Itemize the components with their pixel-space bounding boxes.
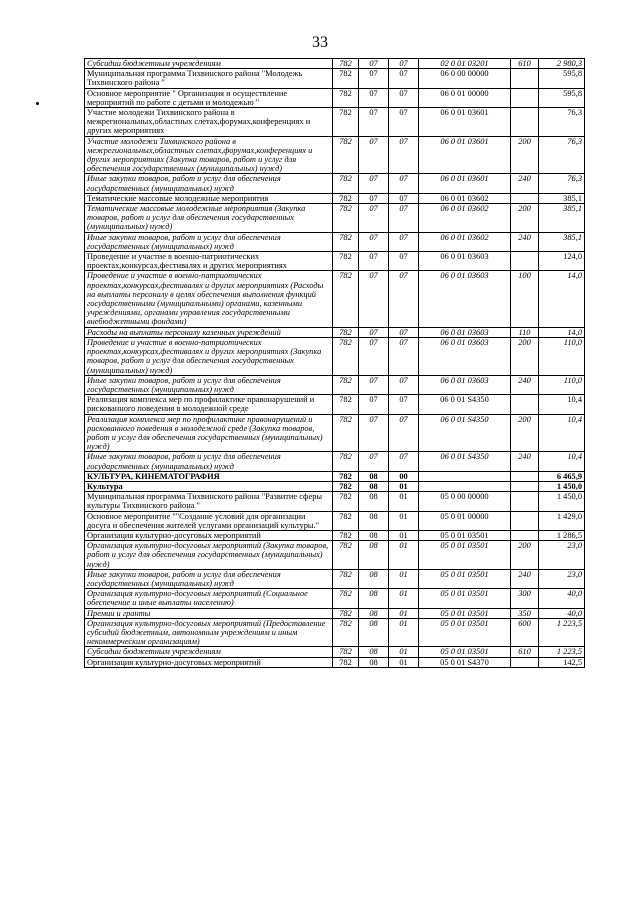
amount-cell: 23,0 bbox=[539, 569, 585, 588]
target-article-cell: 02 0 01 03201 bbox=[419, 59, 511, 69]
department-code-cell: 782 bbox=[333, 471, 359, 481]
target-article-cell: 05 0 01 03501 bbox=[419, 589, 511, 608]
expense-type-cell: 200 bbox=[511, 136, 539, 174]
subsection-code-cell: 07 bbox=[389, 59, 419, 69]
department-code-cell: 782 bbox=[333, 59, 359, 69]
table-row bbox=[85, 492, 585, 511]
amount-cell: 1 450,0 bbox=[539, 492, 585, 511]
target-article-cell: 06 0 01 03603 bbox=[419, 375, 511, 394]
department-code-cell: 782 bbox=[333, 618, 359, 647]
target-article-cell bbox=[419, 471, 511, 481]
expense-name-cell: Иные закупки товаров, работ и услуг для обеспечения государственных (муниципальных) нужд bbox=[85, 174, 333, 193]
amount-cell: 595,8 bbox=[539, 88, 585, 107]
amount-cell: 23,0 bbox=[539, 541, 585, 570]
department-code-cell: 782 bbox=[333, 452, 359, 471]
section-code-cell: 08 bbox=[359, 492, 389, 511]
amount-cell: 110,0 bbox=[539, 375, 585, 394]
target-article-cell: 06 0 01 03601 bbox=[419, 136, 511, 174]
target-article-cell: 05 0 01 03501 bbox=[419, 569, 511, 588]
expense-type-cell bbox=[511, 193, 539, 203]
expense-type-cell bbox=[511, 657, 539, 667]
target-article-cell: 06 0 01 03601 bbox=[419, 108, 511, 137]
expense-type-cell: 350 bbox=[511, 608, 539, 618]
table-row bbox=[85, 618, 585, 647]
expense-name-cell: Организация культурно-досуговых мероприятий (Предоставление субсидий бюджетным, автономным учреждениям и иным некоммерческим организациям) bbox=[85, 618, 333, 647]
expense-type-cell: 240 bbox=[511, 452, 539, 471]
department-code-cell: 782 bbox=[333, 136, 359, 174]
section-code-cell: 07 bbox=[359, 327, 389, 337]
amount-cell: 385,1 bbox=[539, 232, 585, 251]
section-code-cell: 08 bbox=[359, 471, 389, 481]
table-row bbox=[85, 193, 585, 203]
subsection-code-cell: 07 bbox=[389, 204, 419, 233]
target-article-cell: 05 0 01 03501 bbox=[419, 608, 511, 618]
target-article-cell: 05 0 00 00000 bbox=[419, 492, 511, 511]
amount-cell: 40,0 bbox=[539, 589, 585, 608]
expense-type-cell bbox=[511, 471, 539, 481]
target-article-cell: 06 0 01 03603 bbox=[419, 271, 511, 327]
expense-name-cell: Иные закупки товаров, работ и услуг для обеспечения государственных (муниципальных) нужд bbox=[85, 569, 333, 588]
amount-cell: 1 429,0 bbox=[539, 511, 585, 530]
expense-type-cell bbox=[511, 481, 539, 491]
table-row bbox=[85, 569, 585, 588]
target-article-cell: 06 0 01 03602 bbox=[419, 232, 511, 251]
amount-cell: 10,4 bbox=[539, 452, 585, 471]
department-code-cell: 782 bbox=[333, 337, 359, 375]
target-article-cell: 05 0 01 03501 bbox=[419, 618, 511, 647]
table-row bbox=[85, 88, 585, 107]
subsection-code-cell: 01 bbox=[389, 647, 419, 657]
amount-cell: 385,1 bbox=[539, 204, 585, 233]
section-code-cell: 08 bbox=[359, 589, 389, 608]
expense-type-cell bbox=[511, 252, 539, 271]
subsection-code-cell: 07 bbox=[389, 395, 419, 414]
expense-type-cell bbox=[511, 108, 539, 137]
table-row bbox=[85, 59, 585, 69]
amount-cell: 76,3 bbox=[539, 108, 585, 137]
expense-name-cell: Тематические массовые молодежные мероприятия bbox=[85, 193, 333, 203]
department-code-cell: 782 bbox=[333, 511, 359, 530]
expense-name-cell: Культура bbox=[85, 481, 333, 491]
expense-name-cell: Основное мероприятие ""Создание условий для организации досуга и обеспечения жителей услугами организаций культуры." bbox=[85, 511, 333, 530]
amount-cell: 1 450,0 bbox=[539, 481, 585, 491]
table-row bbox=[85, 414, 585, 452]
amount-cell: 385,1 bbox=[539, 193, 585, 203]
target-article-cell: 05 0 01 03501 bbox=[419, 647, 511, 657]
target-article-cell bbox=[419, 481, 511, 491]
department-code-cell: 782 bbox=[333, 569, 359, 588]
expense-name-cell: Муниципальная программа Тихвинского района "Молодежь Тихвинского района " bbox=[85, 69, 333, 88]
expense-type-cell: 240 bbox=[511, 174, 539, 193]
expense-name-cell: Участие молодежи Тихвинского района в межрегиональных,областных слетах,форумах,конференциях и других мероприятиях (Закупка товаров, работ и услуг для обеспечения государственных (муниципальных) нужд) bbox=[85, 136, 333, 174]
subsection-code-cell: 01 bbox=[389, 511, 419, 530]
department-code-cell: 782 bbox=[333, 414, 359, 452]
expense-name-cell: Реализация комплекса мер по профилактике правонарушений и рискованного поведения в молодежной среде bbox=[85, 395, 333, 414]
expense-type-cell bbox=[511, 492, 539, 511]
expense-type-cell: 240 bbox=[511, 232, 539, 251]
amount-cell: 14,0 bbox=[539, 271, 585, 327]
amount-cell: 1 286,5 bbox=[539, 530, 585, 540]
table-row bbox=[85, 452, 585, 471]
amount-cell: 76,3 bbox=[539, 174, 585, 193]
table-row bbox=[85, 375, 585, 394]
section-code-cell: 07 bbox=[359, 69, 389, 88]
department-code-cell: 782 bbox=[333, 589, 359, 608]
target-article-cell: 06 0 01 S4350 bbox=[419, 452, 511, 471]
table-row bbox=[85, 252, 585, 271]
department-code-cell: 782 bbox=[333, 541, 359, 570]
budget-table-body bbox=[85, 59, 585, 668]
section-code-cell: 07 bbox=[359, 375, 389, 394]
section-code-cell: 07 bbox=[359, 395, 389, 414]
expense-type-cell bbox=[511, 511, 539, 530]
expense-type-cell: 100 bbox=[511, 271, 539, 327]
department-code-cell: 782 bbox=[333, 232, 359, 251]
section-code-cell: 08 bbox=[359, 530, 389, 540]
expense-type-cell: 300 bbox=[511, 589, 539, 608]
target-article-cell: 06 0 01 S4350 bbox=[419, 395, 511, 414]
table-row bbox=[85, 271, 585, 327]
section-code-cell: 07 bbox=[359, 88, 389, 107]
expense-name-cell: Реализация комплекса мер по профилактике правонарушений и рискованного поведения в молодежной среде (Закупка товаров, работ и услуг для обеспечения государственных (муниципальных) нужд) bbox=[85, 414, 333, 452]
expense-name-cell: Субсидии бюджетным учреждениям bbox=[85, 647, 333, 657]
subsection-code-cell: 07 bbox=[389, 136, 419, 174]
department-code-cell: 782 bbox=[333, 252, 359, 271]
department-code-cell: 782 bbox=[333, 375, 359, 394]
subsection-code-cell: 01 bbox=[389, 618, 419, 647]
department-code-cell: 782 bbox=[333, 481, 359, 491]
expense-name-cell: Участие молодежи Тихвинского района в межрегиональных,областных слетах,форумах,конференциях и других мероприятиях bbox=[85, 108, 333, 137]
subsection-code-cell: 00 bbox=[389, 471, 419, 481]
expense-type-cell: 610 bbox=[511, 647, 539, 657]
target-article-cell: 06 0 01 03602 bbox=[419, 193, 511, 203]
expense-type-cell: 200 bbox=[511, 414, 539, 452]
amount-cell: 10,4 bbox=[539, 414, 585, 452]
department-code-cell: 782 bbox=[333, 608, 359, 618]
subsection-code-cell: 07 bbox=[389, 327, 419, 337]
expense-type-cell: 200 bbox=[511, 204, 539, 233]
table-row bbox=[85, 337, 585, 375]
target-article-cell: 05 0 01 03501 bbox=[419, 541, 511, 570]
section-code-cell: 08 bbox=[359, 608, 389, 618]
section-code-cell: 07 bbox=[359, 232, 389, 251]
subsection-code-cell: 07 bbox=[389, 337, 419, 375]
amount-cell: 1 223,5 bbox=[539, 647, 585, 657]
section-code-cell: 08 bbox=[359, 657, 389, 667]
section-code-cell: 07 bbox=[359, 252, 389, 271]
section-code-cell: 07 bbox=[359, 136, 389, 174]
subsection-code-cell: 07 bbox=[389, 174, 419, 193]
subsection-code-cell: 07 bbox=[389, 108, 419, 137]
amount-cell: 6 465,9 bbox=[539, 471, 585, 481]
section-code-cell: 07 bbox=[359, 337, 389, 375]
section-code-cell: 07 bbox=[359, 414, 389, 452]
section-code-cell: 07 bbox=[359, 271, 389, 327]
target-article-cell: 05 0 01 03501 bbox=[419, 530, 511, 540]
expense-type-cell bbox=[511, 530, 539, 540]
subsection-code-cell: 01 bbox=[389, 481, 419, 491]
table-row bbox=[85, 108, 585, 137]
subsection-code-cell: 01 bbox=[389, 608, 419, 618]
subsection-code-cell: 07 bbox=[389, 414, 419, 452]
page-number: 33 bbox=[312, 34, 328, 51]
expense-type-cell: 110 bbox=[511, 327, 539, 337]
subsection-code-cell: 07 bbox=[389, 69, 419, 88]
subsection-code-cell: 07 bbox=[389, 452, 419, 471]
section-code-cell: 07 bbox=[359, 204, 389, 233]
expense-name-cell: КУЛЬТУРА, КИНЕМАТОГРАФИЯ bbox=[85, 471, 333, 481]
amount-cell: 40,0 bbox=[539, 608, 585, 618]
amount-cell: 142,5 bbox=[539, 657, 585, 667]
department-code-cell: 782 bbox=[333, 69, 359, 88]
section-code-cell: 08 bbox=[359, 481, 389, 491]
target-article-cell: 06 0 01 00000 bbox=[419, 88, 511, 107]
budget-table bbox=[84, 58, 585, 668]
scan-speck bbox=[36, 102, 39, 105]
table-row bbox=[85, 174, 585, 193]
amount-cell: 124,0 bbox=[539, 252, 585, 271]
table-row bbox=[85, 471, 585, 481]
subsection-code-cell: 07 bbox=[389, 375, 419, 394]
table-row bbox=[85, 541, 585, 570]
expense-type-cell: 240 bbox=[511, 569, 539, 588]
table-row bbox=[85, 136, 585, 174]
subsection-code-cell: 01 bbox=[389, 492, 419, 511]
target-article-cell: 06 0 01 03603 bbox=[419, 337, 511, 375]
expense-type-cell bbox=[511, 69, 539, 88]
expense-type-cell: 600 bbox=[511, 618, 539, 647]
table-row bbox=[85, 657, 585, 667]
section-code-cell: 07 bbox=[359, 108, 389, 137]
department-code-cell: 782 bbox=[333, 647, 359, 657]
target-article-cell: 06 0 01 03603 bbox=[419, 327, 511, 337]
subsection-code-cell: 01 bbox=[389, 569, 419, 588]
expense-name-cell: Муниципальная программа Тихвинского района "Развитие сферы культуры Тихвинского района " bbox=[85, 492, 333, 511]
amount-cell: 110,0 bbox=[539, 337, 585, 375]
expense-type-cell: 240 bbox=[511, 375, 539, 394]
expense-name-cell: Организация культурно-досуговых мероприятий bbox=[85, 530, 333, 540]
target-article-cell: 05 0 01 00000 bbox=[419, 511, 511, 530]
expense-type-cell: 610 bbox=[511, 59, 539, 69]
department-code-cell: 782 bbox=[333, 395, 359, 414]
section-code-cell: 07 bbox=[359, 193, 389, 203]
expense-type-cell bbox=[511, 395, 539, 414]
department-code-cell: 782 bbox=[333, 492, 359, 511]
expense-name-cell: Организация культурно-досуговых мероприятий (Закупка товаров, работ и услуг для обеспечения государственных (муниципальных) нужд) bbox=[85, 541, 333, 570]
section-code-cell: 07 bbox=[359, 452, 389, 471]
subsection-code-cell: 07 bbox=[389, 271, 419, 327]
subsection-code-cell: 07 bbox=[389, 232, 419, 251]
target-article-cell: 06 0 01 03601 bbox=[419, 174, 511, 193]
expense-name-cell: Организация культурно-досуговых мероприятий bbox=[85, 657, 333, 667]
department-code-cell: 782 bbox=[333, 174, 359, 193]
subsection-code-cell: 01 bbox=[389, 657, 419, 667]
table-row bbox=[85, 647, 585, 657]
table-row bbox=[85, 69, 585, 88]
target-article-cell: 06 0 01 03603 bbox=[419, 252, 511, 271]
target-article-cell: 06 0 01 03602 bbox=[419, 204, 511, 233]
target-article-cell: 06 0 00 00000 bbox=[419, 69, 511, 88]
table-row bbox=[85, 327, 585, 337]
table-row bbox=[85, 395, 585, 414]
section-code-cell: 07 bbox=[359, 174, 389, 193]
table-row bbox=[85, 481, 585, 491]
expense-type-cell: 200 bbox=[511, 541, 539, 570]
section-code-cell: 08 bbox=[359, 618, 389, 647]
amount-cell: 595,8 bbox=[539, 69, 585, 88]
department-code-cell: 782 bbox=[333, 657, 359, 667]
expense-name-cell: Иные закупки товаров, работ и услуг для обеспечения государственных (муниципальных) нужд bbox=[85, 232, 333, 251]
expense-name-cell: Тематические массовые молодежные мероприятия (Закупка товаров, работ и услуг для обеспечения государственных (муниципальных) нужд) bbox=[85, 204, 333, 233]
section-code-cell: 08 bbox=[359, 569, 389, 588]
amount-cell: 2 980,3 bbox=[539, 59, 585, 69]
section-code-cell: 08 bbox=[359, 511, 389, 530]
expense-name-cell: Премии и гранты bbox=[85, 608, 333, 618]
table-row bbox=[85, 232, 585, 251]
target-article-cell: 05 0 01 S4370 bbox=[419, 657, 511, 667]
expense-name-cell: Иные закупки товаров, работ и услуг для обеспечения государственных (муниципальных) нужд bbox=[85, 452, 333, 471]
expense-type-cell bbox=[511, 88, 539, 107]
section-code-cell: 08 bbox=[359, 541, 389, 570]
amount-cell: 14,0 bbox=[539, 327, 585, 337]
subsection-code-cell: 01 bbox=[389, 541, 419, 570]
table-row bbox=[85, 511, 585, 530]
subsection-code-cell: 01 bbox=[389, 530, 419, 540]
department-code-cell: 782 bbox=[333, 204, 359, 233]
subsection-code-cell: 07 bbox=[389, 193, 419, 203]
expense-name-cell: Иные закупки товаров, работ и услуг для обеспечения государственных (муниципальных) нужд bbox=[85, 375, 333, 394]
expense-name-cell: Проведение и участие в военно-патриотических проектах,конкурсах,фестивалях и других мероприятиях (Закупка товаров, работ и услуг для обеспечения государственных (муниципальных) нужд) bbox=[85, 337, 333, 375]
expense-name-cell: Проведение и участие в военно-патриотических проектах,конкурсах,фестивалях и других мероприятиях (Расходы на выплаты персоналу в целях обеспечения выполнения функций государственными (муниципальными) органами, казенными учреждениями, органами управления государственными внебюджетными фондами) bbox=[85, 271, 333, 327]
table-row bbox=[85, 530, 585, 540]
expense-type-cell: 200 bbox=[511, 337, 539, 375]
department-code-cell: 782 bbox=[333, 193, 359, 203]
target-article-cell: 06 0 01 S4350 bbox=[419, 414, 511, 452]
expense-name-cell: Проведение и участие в военно-патриотических проектах,конкурсах,фестивалях и других мероприятиях bbox=[85, 252, 333, 271]
section-code-cell: 08 bbox=[359, 647, 389, 657]
amount-cell: 10,4 bbox=[539, 395, 585, 414]
expense-name-cell: Организация культурно-досуговых мероприятий (Социальное обеспечение и иные выплаты населению) bbox=[85, 589, 333, 608]
section-code-cell: 07 bbox=[359, 59, 389, 69]
table-row bbox=[85, 204, 585, 233]
department-code-cell: 782 bbox=[333, 108, 359, 137]
subsection-code-cell: 07 bbox=[389, 88, 419, 107]
department-code-cell: 782 bbox=[333, 327, 359, 337]
subsection-code-cell: 01 bbox=[389, 589, 419, 608]
department-code-cell: 782 bbox=[333, 271, 359, 327]
amount-cell: 76,3 bbox=[539, 136, 585, 174]
expense-name-cell: Расходы на выплаты персоналу казенных учреждений bbox=[85, 327, 333, 337]
table-row bbox=[85, 589, 585, 608]
table-row bbox=[85, 608, 585, 618]
subsection-code-cell: 07 bbox=[389, 252, 419, 271]
department-code-cell: 782 bbox=[333, 88, 359, 107]
amount-cell: 1 223,5 bbox=[539, 618, 585, 647]
department-code-cell: 782 bbox=[333, 530, 359, 540]
expense-name-cell: Субсидии бюджетным учреждениям bbox=[85, 59, 333, 69]
expense-name-cell: Основное мероприятие " Организация и осуществление мероприятий по работе с детьми и молодежью " bbox=[85, 88, 333, 107]
